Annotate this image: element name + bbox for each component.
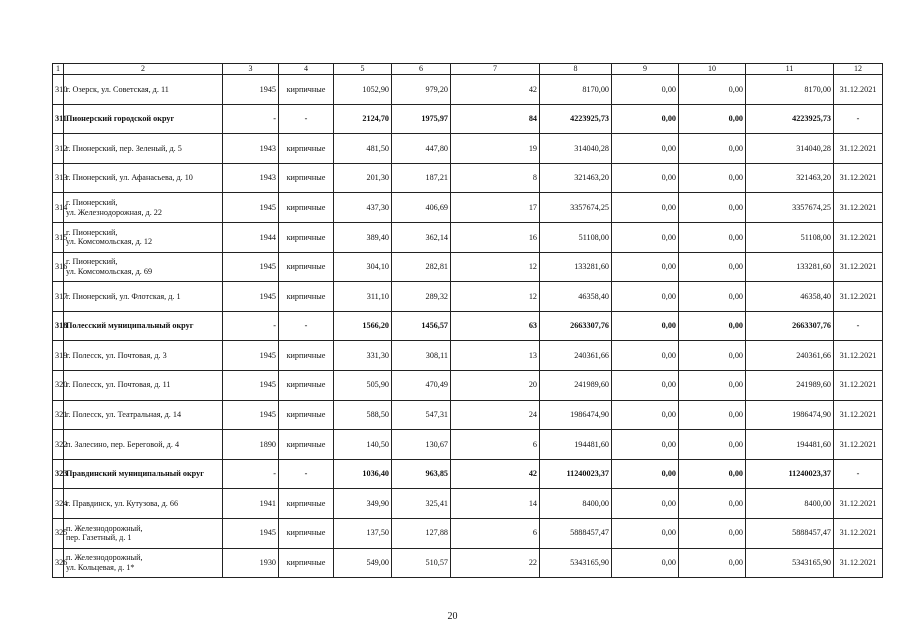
cost-col11: 194481,60 <box>746 430 834 460</box>
total-area: 437,30 <box>334 193 392 223</box>
living-area: 963,85 <box>392 459 451 489</box>
deadline-date: - <box>834 311 883 341</box>
total-area: 549,00 <box>334 548 392 578</box>
living-area: 187,21 <box>392 163 451 193</box>
residents-count: 63 <box>451 311 540 341</box>
page-number: 20 <box>447 611 458 622</box>
total-area: 201,30 <box>334 163 392 193</box>
row-number: 320 <box>53 370 64 400</box>
wall-material: - <box>279 459 334 489</box>
column-number-9: 9 <box>612 64 679 75</box>
residents-count: 14 <box>451 489 540 519</box>
cost-col9: 0,00 <box>612 430 679 460</box>
residents-count: 8 <box>451 163 540 193</box>
table-row <box>53 430 883 460</box>
residents-count: 19 <box>451 134 540 164</box>
cost-col9: 0,00 <box>612 282 679 312</box>
cost-col10: 0,00 <box>679 193 746 223</box>
year-built: - <box>223 104 279 134</box>
cost-col10: 0,00 <box>679 400 746 430</box>
district-subtotal-row <box>53 104 883 134</box>
cost-col11: 11240023,37 <box>746 459 834 489</box>
year-built: 1945 <box>223 193 279 223</box>
total-cost: 133281,60 <box>540 252 612 282</box>
total-area: 1566,20 <box>334 311 392 341</box>
cost-col11: 5888457,47 <box>746 518 834 548</box>
cost-col9: 0,00 <box>612 311 679 341</box>
district-subtotal-row <box>53 311 883 341</box>
deadline-date: - <box>834 459 883 489</box>
total-cost: 46358,40 <box>540 282 612 312</box>
residents-count: 20 <box>451 370 540 400</box>
total-cost: 2663307,76 <box>540 311 612 341</box>
wall-material: кирпичные <box>279 518 334 548</box>
cost-col11: 1986474,90 <box>746 400 834 430</box>
residents-count: 24 <box>451 400 540 430</box>
cost-col11: 51108,00 <box>746 222 834 252</box>
object-address: Пионерский городской округ <box>64 104 223 134</box>
wall-material: кирпичные <box>279 430 334 460</box>
table-row <box>53 163 883 193</box>
cost-col11: 8400,00 <box>746 489 834 519</box>
wall-material: кирпичные <box>279 548 334 578</box>
object-address: г. Полесск, ул. Театральная, д. 14 <box>64 400 223 430</box>
cost-col11: 240361,66 <box>746 341 834 371</box>
wall-material: - <box>279 311 334 341</box>
wall-material: кирпичные <box>279 282 334 312</box>
table-row <box>53 75 883 105</box>
cost-col10: 0,00 <box>679 311 746 341</box>
year-built: - <box>223 459 279 489</box>
table-row <box>53 193 883 223</box>
column-number-3: 3 <box>223 64 279 75</box>
object-address: г. Пионерский, ул. Флотская, д. 1 <box>64 282 223 312</box>
total-cost: 241989,60 <box>540 370 612 400</box>
total-cost: 51108,00 <box>540 222 612 252</box>
year-built: 1941 <box>223 489 279 519</box>
wall-material: кирпичные <box>279 489 334 519</box>
total-area: 1036,40 <box>334 459 392 489</box>
cost-col11: 133281,60 <box>746 252 834 282</box>
total-area: 2124,70 <box>334 104 392 134</box>
total-cost: 321463,20 <box>540 163 612 193</box>
deadline-date: 31.12.2021 <box>834 134 883 164</box>
deadline-date: 31.12.2021 <box>834 282 883 312</box>
row-number: 312 <box>53 134 64 164</box>
residents-count: 84 <box>451 104 540 134</box>
total-area: 311,10 <box>334 282 392 312</box>
total-area: 331,30 <box>334 341 392 371</box>
cost-col11: 314040,28 <box>746 134 834 164</box>
deadline-date: 31.12.2021 <box>834 548 883 578</box>
wall-material: кирпичные <box>279 222 334 252</box>
table-row <box>53 222 883 252</box>
living-area: 979,20 <box>392 75 451 105</box>
wall-material: - <box>279 104 334 134</box>
column-number-7: 7 <box>451 64 540 75</box>
object-address: г. Озерск, ул. Советская, д. 11 <box>64 75 223 105</box>
cost-col9: 0,00 <box>612 459 679 489</box>
total-cost: 314040,28 <box>540 134 612 164</box>
cost-col9: 0,00 <box>612 134 679 164</box>
cost-col10: 0,00 <box>679 548 746 578</box>
year-built: 1945 <box>223 400 279 430</box>
wall-material: кирпичные <box>279 341 334 371</box>
cost-col9: 0,00 <box>612 222 679 252</box>
year-built: 1945 <box>223 370 279 400</box>
cost-col9: 0,00 <box>612 75 679 105</box>
cost-col10: 0,00 <box>679 75 746 105</box>
object-address: г. Пионерский, ул. Железнодорожная, д. 22 <box>64 193 223 223</box>
total-cost: 5888457,47 <box>540 518 612 548</box>
year-built: 1945 <box>223 518 279 548</box>
row-number: 313 <box>53 163 64 193</box>
object-address: г. Пионерский, ул. Афанасьева, д. 10 <box>64 163 223 193</box>
cost-col9: 0,00 <box>612 370 679 400</box>
object-address: г. Полесск, ул. Почтовая, д. 3 <box>64 341 223 371</box>
total-cost: 3357674,25 <box>540 193 612 223</box>
cost-col9: 0,00 <box>612 518 679 548</box>
table-row <box>53 134 883 164</box>
table-row <box>53 370 883 400</box>
cost-col11: 241989,60 <box>746 370 834 400</box>
year-built: 1945 <box>223 75 279 105</box>
total-cost: 1986474,90 <box>540 400 612 430</box>
deadline-date: 31.12.2021 <box>834 193 883 223</box>
living-area: 470,49 <box>392 370 451 400</box>
table-row <box>53 400 883 430</box>
column-number-11: 11 <box>746 64 834 75</box>
row-number: 315 <box>53 222 64 252</box>
wall-material: кирпичные <box>279 163 334 193</box>
wall-material: кирпичные <box>279 193 334 223</box>
table-row <box>53 341 883 371</box>
deadline-date: 31.12.2021 <box>834 518 883 548</box>
row-number: 318 <box>53 311 64 341</box>
row-number: 319 <box>53 341 64 371</box>
year-built: 1945 <box>223 282 279 312</box>
residents-count: 42 <box>451 75 540 105</box>
wall-material: кирпичные <box>279 134 334 164</box>
total-cost: 8170,00 <box>540 75 612 105</box>
living-area: 1975,97 <box>392 104 451 134</box>
row-number: 314 <box>53 193 64 223</box>
table-row <box>53 548 883 578</box>
column-number-10: 10 <box>679 64 746 75</box>
column-number-2: 2 <box>64 64 223 75</box>
year-built: 1943 <box>223 163 279 193</box>
cost-col11: 321463,20 <box>746 163 834 193</box>
cost-col9: 0,00 <box>612 489 679 519</box>
district-subtotal-row <box>53 459 883 489</box>
cost-col11: 8170,00 <box>746 75 834 105</box>
cost-col10: 0,00 <box>679 459 746 489</box>
total-cost: 5343165,90 <box>540 548 612 578</box>
total-area: 389,40 <box>334 222 392 252</box>
total-area: 1052,90 <box>334 75 392 105</box>
row-number: 323 <box>53 459 64 489</box>
cost-col11: 2663307,76 <box>746 311 834 341</box>
living-area: 289,32 <box>392 282 451 312</box>
object-address: г. Пионерский, ул. Комсомольская, д. 69 <box>64 252 223 282</box>
total-area: 140,50 <box>334 430 392 460</box>
residents-count: 12 <box>451 282 540 312</box>
object-address: Полесский муниципальный округ <box>64 311 223 341</box>
cost-col9: 0,00 <box>612 400 679 430</box>
table-row <box>53 489 883 519</box>
object-address: г. Пионерский, пер. Зеленый, д. 5 <box>64 134 223 164</box>
wall-material: кирпичные <box>279 400 334 430</box>
residents-count: 17 <box>451 193 540 223</box>
residents-count: 13 <box>451 341 540 371</box>
year-built: 1943 <box>223 134 279 164</box>
data-table <box>52 63 883 578</box>
residents-count: 12 <box>451 252 540 282</box>
table-row <box>53 282 883 312</box>
cost-col10: 0,00 <box>679 252 746 282</box>
column-number-12: 12 <box>834 64 883 75</box>
wall-material: кирпичные <box>279 370 334 400</box>
column-number-8: 8 <box>540 64 612 75</box>
cost-col10: 0,00 <box>679 489 746 519</box>
cost-col10: 0,00 <box>679 430 746 460</box>
total-cost: 11240023,37 <box>540 459 612 489</box>
year-built: - <box>223 311 279 341</box>
row-number: 311 <box>53 104 64 134</box>
column-number-1: 1 <box>53 64 64 75</box>
total-area: 481,50 <box>334 134 392 164</box>
deadline-date: 31.12.2021 <box>834 163 883 193</box>
row-number: 317 <box>53 282 64 312</box>
cost-col11: 4223925,73 <box>746 104 834 134</box>
total-cost: 8400,00 <box>540 489 612 519</box>
cost-col10: 0,00 <box>679 370 746 400</box>
residents-count: 42 <box>451 459 540 489</box>
total-area: 505,90 <box>334 370 392 400</box>
residents-count: 16 <box>451 222 540 252</box>
total-area: 137,50 <box>334 518 392 548</box>
object-address: п. Залесино, пер. Береговой, д. 4 <box>64 430 223 460</box>
total-area: 588,50 <box>334 400 392 430</box>
cost-col9: 0,00 <box>612 252 679 282</box>
object-address: г. Пионерский, ул. Комсомольская, д. 12 <box>64 222 223 252</box>
cost-col9: 0,00 <box>612 193 679 223</box>
object-address: Правдинский муниципальный округ <box>64 459 223 489</box>
year-built: 1890 <box>223 430 279 460</box>
total-cost: 240361,66 <box>540 341 612 371</box>
cost-col10: 0,00 <box>679 104 746 134</box>
deadline-date: 31.12.2021 <box>834 341 883 371</box>
year-built: 1945 <box>223 341 279 371</box>
living-area: 547,31 <box>392 400 451 430</box>
row-number: 325 <box>53 518 64 548</box>
residents-count: 6 <box>451 518 540 548</box>
object-address: п. Железнодорожный, ул. Кольцевая, д. 1* <box>64 548 223 578</box>
row-number: 310 <box>53 75 64 105</box>
cost-col11: 5343165,90 <box>746 548 834 578</box>
cost-col9: 0,00 <box>612 163 679 193</box>
total-cost: 4223925,73 <box>540 104 612 134</box>
deadline-date: - <box>834 104 883 134</box>
deadline-date: 31.12.2021 <box>834 400 883 430</box>
year-built: 1945 <box>223 252 279 282</box>
living-area: 282,81 <box>392 252 451 282</box>
year-built: 1930 <box>223 548 279 578</box>
deadline-date: 31.12.2021 <box>834 75 883 105</box>
object-address: п. Железнодорожный, пер. Газетный, д. 1 <box>64 518 223 548</box>
deadline-date: 31.12.2021 <box>834 430 883 460</box>
living-area: 406,69 <box>392 193 451 223</box>
deadline-date: 31.12.2021 <box>834 222 883 252</box>
row-number: 321 <box>53 400 64 430</box>
cost-col10: 0,00 <box>679 163 746 193</box>
living-area: 325,41 <box>392 489 451 519</box>
total-area: 304,10 <box>334 252 392 282</box>
cost-col10: 0,00 <box>679 341 746 371</box>
living-area: 510,57 <box>392 548 451 578</box>
wall-material: кирпичные <box>279 252 334 282</box>
column-number-row <box>53 64 883 75</box>
deadline-date: 31.12.2021 <box>834 370 883 400</box>
living-area: 308,11 <box>392 341 451 371</box>
cost-col10: 0,00 <box>679 222 746 252</box>
living-area: 130,67 <box>392 430 451 460</box>
cost-col9: 0,00 <box>612 104 679 134</box>
cost-col10: 0,00 <box>679 282 746 312</box>
total-cost: 194481,60 <box>540 430 612 460</box>
cost-col9: 0,00 <box>612 341 679 371</box>
cost-col10: 0,00 <box>679 134 746 164</box>
wall-material: кирпичные <box>279 75 334 105</box>
living-area: 447,80 <box>392 134 451 164</box>
column-number-6: 6 <box>392 64 451 75</box>
year-built: 1944 <box>223 222 279 252</box>
object-address: г. Полесск, ул. Почтовая, д. 11 <box>64 370 223 400</box>
column-number-4: 4 <box>279 64 334 75</box>
cost-col9: 0,00 <box>612 548 679 578</box>
cost-col10: 0,00 <box>679 518 746 548</box>
residents-count: 6 <box>451 430 540 460</box>
row-number: 326 <box>53 548 64 578</box>
table-row <box>53 518 883 548</box>
object-address: г. Правдинск, ул. Кутузова, д. 66 <box>64 489 223 519</box>
residents-count: 22 <box>451 548 540 578</box>
table-row <box>53 252 883 282</box>
row-number: 324 <box>53 489 64 519</box>
living-area: 127,88 <box>392 518 451 548</box>
cost-col11: 46358,40 <box>746 282 834 312</box>
total-area: 349,90 <box>334 489 392 519</box>
living-area: 1456,57 <box>392 311 451 341</box>
deadline-date: 31.12.2021 <box>834 489 883 519</box>
column-number-5: 5 <box>334 64 392 75</box>
row-number: 316 <box>53 252 64 282</box>
deadline-date: 31.12.2021 <box>834 252 883 282</box>
row-number: 322 <box>53 430 64 460</box>
cost-col11: 3357674,25 <box>746 193 834 223</box>
table-body <box>53 64 883 578</box>
living-area: 362,14 <box>392 222 451 252</box>
